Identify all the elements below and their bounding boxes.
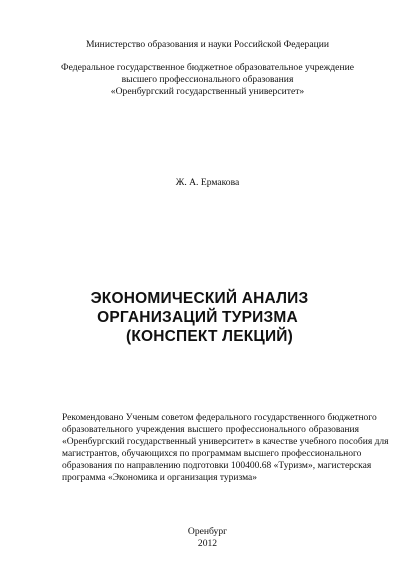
recommendation-line: Рекомендовано Ученым советом федерального государственного бюджетного — [62, 413, 377, 423]
recommendation-paragraph — [62, 412, 389, 484]
ministry-name: Министерство образования и науки Российской Федерации — [86, 39, 329, 50]
book-title-line-2: ОРГАНИЗАЦИЙ ТУРИЗМА — [97, 309, 298, 326]
institution-line-3: «Оренбургский государственный университет» — [110, 86, 305, 97]
book-title-line-3: (КОНСПЕКТ ЛЕКЦИЙ) — [125, 328, 293, 345]
recommendation-line: «Оренбургский государственный университет» в качестве учебного пособия для — [62, 437, 389, 447]
publication-city: Оренбург — [187, 526, 228, 537]
institution-line-2: высшего профессионального образования — [121, 74, 294, 85]
recommendation-line: образовательного учреждения высшего профессионального образования — [62, 425, 359, 435]
publication-year: 2012 — [197, 538, 218, 549]
book-title-line-1: ЭКОНОМИЧЕСКИЙ АНАЛИЗ — [90, 290, 309, 307]
institution-line-1: Федеральное государственное бюджетное образовательное учреждение — [61, 62, 354, 73]
author-name: Ж. А. Ермакова — [175, 177, 240, 188]
recommendation-line: магистрантов, обучающихся по программам высшего профессионального — [62, 449, 362, 459]
recommendation-line: программа «Экономика и организация туризма» — [62, 473, 257, 483]
recommendation-line: образования по направлению подготовки 100400.68 «Туризм», магистерская — [62, 461, 372, 471]
